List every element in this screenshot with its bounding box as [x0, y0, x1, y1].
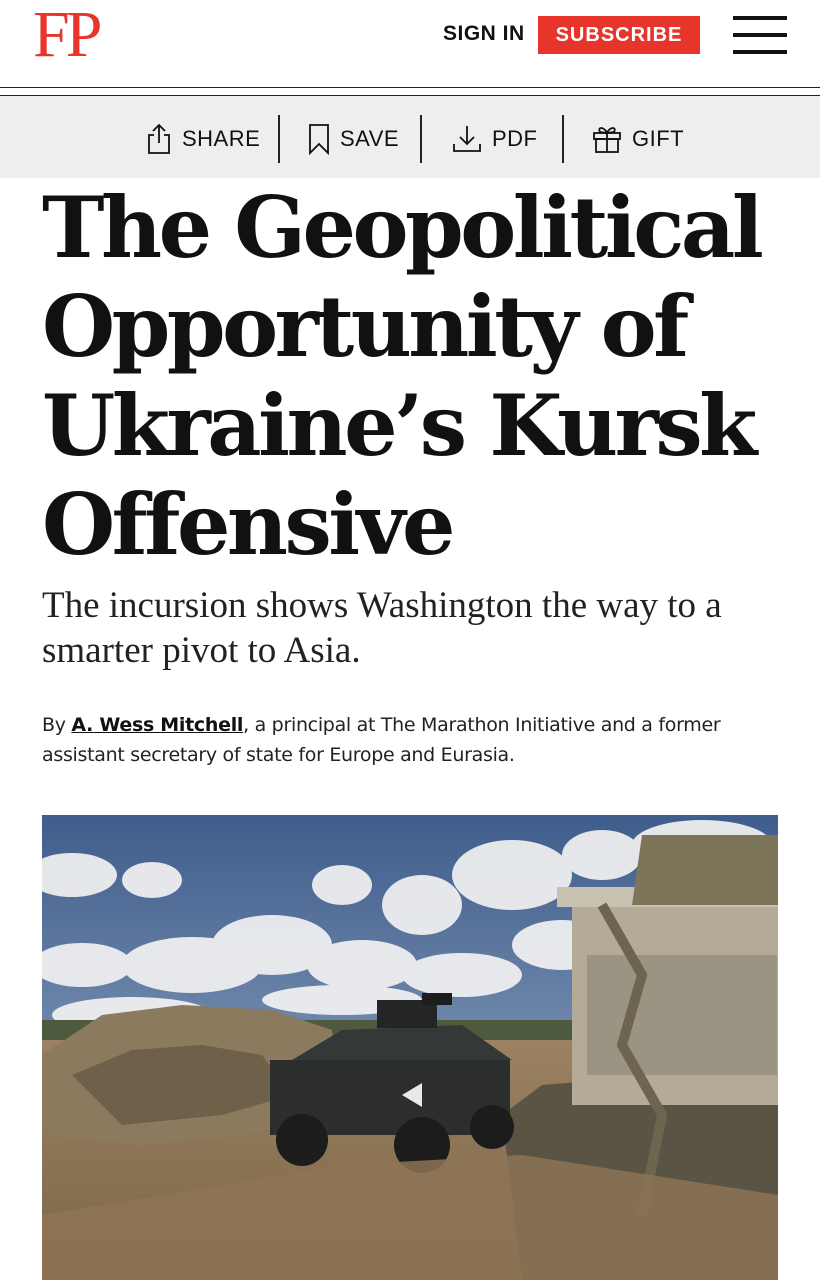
share-label: SHARE [182, 126, 261, 151]
download-icon [452, 124, 482, 154]
share-icon [146, 123, 172, 155]
share-button[interactable] [146, 122, 260, 156]
hero-photo-illustration [42, 815, 778, 1280]
article-toolbar [0, 96, 820, 178]
gift-button[interactable] [592, 122, 684, 156]
pdf-button[interactable] [452, 122, 538, 156]
menu-icon[interactable] [733, 16, 787, 54]
save-button[interactable] [308, 122, 399, 156]
article-byline [42, 710, 782, 770]
fp-logo[interactable]: FP [33, 0, 99, 71]
headline-line: Opportunity of [42, 277, 686, 376]
sign-in-link[interactable]: SIGN IN [443, 22, 525, 45]
save-label: SAVE [340, 126, 400, 151]
byline-prefix: By [42, 714, 72, 736]
toolbar-separator [562, 115, 564, 163]
headline-line: The Geopolitical [42, 178, 761, 277]
gift-icon [592, 124, 622, 154]
bookmark-icon [308, 123, 330, 155]
gift-label: GIFT [632, 126, 685, 151]
article-headline [42, 178, 782, 574]
site-header [0, 0, 820, 88]
toolbar-separator [420, 115, 422, 163]
pdf-label: PDF [492, 126, 538, 151]
headline-line: Ukraine’s Kursk [42, 376, 754, 475]
author-description: , a principal at The Marathon Initiative and a former assistant secretary of state for Europe and Eurasia. [42, 714, 721, 766]
author-link[interactable]: A. Wess Mitchell [71, 714, 244, 736]
hero-photo [42, 815, 778, 1280]
toolbar-separator [278, 115, 280, 163]
article-dek: The incursion shows Washington the way to a smarter pivot to Asia. [42, 585, 722, 671]
subscribe-button[interactable]: SUBSCRIBE [538, 16, 700, 54]
headline-line: Offensive [42, 475, 452, 574]
